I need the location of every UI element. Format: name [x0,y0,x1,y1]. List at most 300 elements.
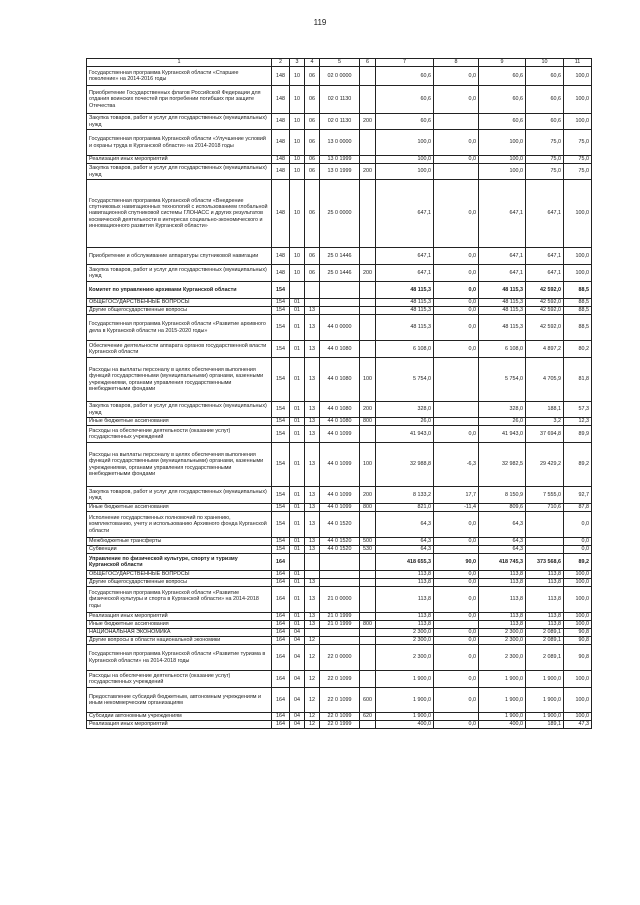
code-subsection: 06 [305,86,320,114]
code-expense-type [360,299,376,307]
amount-revised: 60,6 [479,86,526,114]
table-row [87,299,592,307]
percent-executed: 88,5 [564,315,592,341]
table-row [87,571,592,579]
percent-executed: 90,8 [564,629,592,637]
code-subsection: 13 [305,487,320,504]
table-row [87,637,592,645]
amount-change: 0,0 [434,67,479,86]
amount-executed: 7 555,0 [526,487,564,504]
code-target [320,637,360,645]
amount-change: 0,0 [434,645,479,671]
code-section: 10 [290,164,305,180]
amount-change: 0,0 [434,130,479,156]
code-target: 21 0 1999 [320,613,360,621]
code-section: 04 [290,629,305,637]
amount-revised: 2 300,0 [479,629,526,637]
code-section: 01 [290,299,305,307]
row-name: Государственная программа Курганской области «Развитие архивного дела в Курганской области на 2015-2020 годы» [87,315,272,341]
table-row [87,402,592,418]
amount-change: 0,0 [434,180,479,248]
code-subsection [305,571,320,579]
amount-approved: 100,0 [376,130,434,156]
amount-change: 0,0 [434,341,479,358]
code-expense-type: 200 [360,164,376,180]
code-expense-type: 200 [360,487,376,504]
amount-approved: 328,0 [376,402,434,418]
code-expense-type [360,571,376,579]
row-name: Государственная программа Курганской области «Улучшение условий и охраны труда в Курганской области» на 2014-2018 годы [87,130,272,156]
table-row [87,315,592,341]
percent-executed: 100,0 [564,86,592,114]
amount-approved: 26,0 [376,418,434,426]
code-subsection: 12 [305,637,320,645]
amount-revised: 100,0 [479,156,526,164]
row-name: Обеспечение деятельности аппарата органов государственной власти Курганской области [87,341,272,358]
code-target [320,554,360,571]
amount-executed: 60,6 [526,67,564,86]
amount-revised: 26,0 [479,418,526,426]
percent-executed: 100,0 [564,265,592,282]
amount-change: 0,0 [434,721,479,729]
code-target: 44 0 1080 [320,358,360,402]
amount-revised: 64,3 [479,546,526,554]
percent-executed: 100,0 [564,248,592,265]
amount-change: 90,0 [434,554,479,571]
code-ministry: 154 [272,443,290,487]
row-name: Другие вопросы в области национальной экономики [87,637,272,645]
code-target: 44 0 1520 [320,546,360,554]
amount-revised: 1 900,0 [479,688,526,713]
code-expense-type [360,554,376,571]
code-target: 02 0 0000 [320,67,360,86]
header-cell: 9 [479,59,526,67]
code-target: 22 0 0000 [320,645,360,671]
amount-revised: 41 943,0 [479,426,526,443]
code-expense-type [360,130,376,156]
amount-revised: 5 754,0 [479,358,526,402]
code-target: 44 0 1099 [320,487,360,504]
amount-revised: 48 115,3 [479,307,526,315]
code-expense-type [360,629,376,637]
amount-revised: 113,8 [479,571,526,579]
amount-approved: 48 115,3 [376,282,434,299]
code-section [290,554,305,571]
amount-approved: 113,8 [376,571,434,579]
code-expense-type [360,180,376,248]
table-row [87,621,592,629]
amount-approved: 647,1 [376,265,434,282]
code-expense-type: 100 [360,358,376,402]
amount-change: 0,0 [434,156,479,164]
amount-approved: 41 943,0 [376,426,434,443]
code-subsection: 13 [305,587,320,613]
code-subsection: 13 [305,613,320,621]
percent-executed: 100,0 [564,587,592,613]
amount-executed [526,512,564,538]
percent-executed: 100,0 [564,114,592,130]
code-section: 10 [290,265,305,282]
code-ministry: 164 [272,721,290,729]
code-expense-type: 600 [360,688,376,713]
amount-executed: 60,6 [526,114,564,130]
row-name: Закупка товаров, работ и услуг для государственных (муниципальных) нужд [87,114,272,130]
amount-change: 0,0 [434,426,479,443]
code-section: 01 [290,443,305,487]
header-cell: 1 [87,59,272,67]
code-ministry: 154 [272,546,290,554]
code-target: 22 0 1099 [320,671,360,688]
amount-executed: 710,6 [526,504,564,512]
code-section: 01 [290,613,305,621]
amount-executed: 42 592,0 [526,307,564,315]
amount-revised: 647,1 [479,265,526,282]
code-ministry: 154 [272,418,290,426]
amount-revised: 48 115,3 [479,299,526,307]
header-cell: 4 [305,59,320,67]
percent-executed: 0,0 [564,546,592,554]
percent-executed: 0,0 [564,538,592,546]
amount-approved: 113,8 [376,579,434,587]
code-section: 01 [290,504,305,512]
code-section: 10 [290,130,305,156]
header-cell: 5 [320,59,360,67]
code-section: 01 [290,571,305,579]
amount-change: 0,0 [434,307,479,315]
header-row [87,59,592,67]
percent-executed: 88,5 [564,307,592,315]
amount-executed: 113,8 [526,587,564,613]
row-name: Управление по физической культуре, спорту и туризму Курганской области [87,554,272,571]
amount-approved: 48 115,3 [376,315,434,341]
amount-change: -11,4 [434,504,479,512]
code-expense-type: 800 [360,504,376,512]
code-ministry: 154 [272,282,290,299]
row-name: Государственная программа Курганской области «Развитие физической культуры и спорта в Курганской области» на 2014-2018 годы [87,587,272,613]
amount-executed: 42 592,0 [526,315,564,341]
code-expense-type [360,341,376,358]
row-name: Субвенции [87,546,272,554]
row-name: Расходы на обеспечение деятельности (оказание услуг) государственных учреждений [87,426,272,443]
percent-executed: 100,0 [564,613,592,621]
code-expense-type [360,86,376,114]
amount-revised: 2 300,0 [479,637,526,645]
code-section: 01 [290,418,305,426]
header-cell: 7 [376,59,434,67]
code-subsection: 13 [305,621,320,629]
code-target [320,579,360,587]
amount-approved: 400,0 [376,721,434,729]
code-expense-type [360,156,376,164]
code-target: 25 0 1446 [320,265,360,282]
amount-approved: 418 655,3 [376,554,434,571]
amount-change: 0,0 [434,571,479,579]
amount-revised: 48 115,3 [479,282,526,299]
percent-executed: 90,8 [564,637,592,645]
amount-revised: 1 900,0 [479,713,526,721]
code-subsection: 06 [305,180,320,248]
code-subsection: 13 [305,426,320,443]
code-target: 13 0 1999 [320,156,360,164]
row-name: Приобретение Государственных флагов Российской Федерации для отдания воинских почестей при погребении погибших при защите Отечества [87,86,272,114]
percent-executed: 87,8 [564,504,592,512]
table-row [87,164,592,180]
percent-executed: 88,5 [564,282,592,299]
amount-approved: 48 115,3 [376,299,434,307]
table-row [87,579,592,587]
table-row [87,645,592,671]
amount-approved: 2 300,0 [376,637,434,645]
amount-revised: 64,3 [479,538,526,546]
amount-change: 0,0 [434,248,479,265]
row-name: НАЦИОНАЛЬНАЯ ЭКОНОМИКА [87,629,272,637]
amount-approved: 64,3 [376,512,434,538]
code-ministry: 148 [272,180,290,248]
table-row [87,487,592,504]
table-row [87,156,592,164]
code-expense-type: 200 [360,265,376,282]
percent-executed: 89,2 [564,443,592,487]
amount-change: 0,0 [434,579,479,587]
amount-executed: 647,1 [526,180,564,248]
code-expense-type [360,307,376,315]
code-target: 44 0 1099 [320,504,360,512]
amount-executed: 2 089,1 [526,645,564,671]
code-section: 01 [290,426,305,443]
row-name: Закупка товаров, работ и услуг для государственных (муниципальных) нужд [87,265,272,282]
amount-executed: 1 900,0 [526,713,564,721]
table-row [87,180,592,248]
row-name: Межбюджетные трансферты [87,538,272,546]
table-row [87,538,592,546]
amount-revised: 60,6 [479,114,526,130]
percent-executed: 100,0 [564,671,592,688]
amount-executed [526,546,564,554]
row-name: Предоставление субсидий бюджетным, автономным учреждениям и иным некоммерческим организациям [87,688,272,713]
row-name: Расходы на выплаты персоналу в целях обеспечения выполнения функций государственными (муниципальными) органами, казенными учреждениями, органами управления государственными внебюджетными фондами [87,443,272,487]
amount-approved: 1 900,0 [376,688,434,713]
code-section: 10 [290,86,305,114]
code-section: 01 [290,315,305,341]
amount-revised: 113,8 [479,587,526,613]
code-ministry: 154 [272,512,290,538]
amount-executed: 42 592,0 [526,282,564,299]
amount-revised: 2 300,0 [479,645,526,671]
code-target: 02 0 1130 [320,86,360,114]
code-ministry: 148 [272,114,290,130]
percent-executed: 75,0 [564,130,592,156]
code-expense-type [360,315,376,341]
code-expense-type [360,645,376,671]
code-ministry: 148 [272,86,290,114]
code-ministry: 148 [272,67,290,86]
amount-revised: 100,0 [479,130,526,156]
code-expense-type [360,587,376,613]
code-ministry: 164 [272,629,290,637]
amount-approved: 60,6 [376,114,434,130]
amount-change: 0,0 [434,538,479,546]
amount-executed: 75,0 [526,164,564,180]
percent-executed: 80,2 [564,341,592,358]
amount-executed: 647,1 [526,248,564,265]
amount-approved: 100,0 [376,156,434,164]
code-ministry: 154 [272,358,290,402]
row-name: Субсидии автономным учреждениям [87,713,272,721]
code-section: 01 [290,579,305,587]
code-ministry: 148 [272,265,290,282]
code-section: 01 [290,307,305,315]
code-ministry: 164 [272,579,290,587]
amount-revised: 6 108,0 [479,341,526,358]
code-subsection: 06 [305,156,320,164]
code-subsection: 13 [305,402,320,418]
code-expense-type [360,721,376,729]
row-name: Комитет по управлению архивами Курганской области [87,282,272,299]
code-target: 22 0 1099 [320,713,360,721]
code-ministry: 148 [272,248,290,265]
code-expense-type: 800 [360,418,376,426]
row-name: Закупка товаров, работ и услуг для государственных (муниципальных) нужд [87,164,272,180]
code-section: 01 [290,487,305,504]
amount-change [434,546,479,554]
code-ministry: 148 [272,164,290,180]
code-target: 22 0 1099 [320,688,360,713]
code-target [320,307,360,315]
amount-revised: 60,6 [479,67,526,86]
amount-executed: 1 900,0 [526,671,564,688]
table-row [87,721,592,729]
row-name: Реализация иных мероприятий [87,156,272,164]
code-expense-type: 530 [360,546,376,554]
code-subsection: 13 [305,307,320,315]
amount-change: 0,0 [434,86,479,114]
amount-approved: 647,1 [376,248,434,265]
row-name: Исполнение государственных полномочий по хранению, комплектованию, учету и использованию Архивного фонда Курганской области [87,512,272,538]
percent-executed: 75,0 [564,156,592,164]
code-subsection: 12 [305,671,320,688]
code-subsection: 13 [305,341,320,358]
amount-approved: 60,6 [376,67,434,86]
amount-approved: 48 115,3 [376,307,434,315]
code-expense-type [360,671,376,688]
table-row [87,341,592,358]
code-subsection: 06 [305,265,320,282]
percent-executed: 47,3 [564,721,592,729]
code-section: 04 [290,713,305,721]
code-ministry: 154 [272,307,290,315]
page-number: 119 [313,18,327,27]
amount-executed: 113,8 [526,571,564,579]
amount-change: 0,0 [434,629,479,637]
table-row [87,713,592,721]
code-section: 10 [290,114,305,130]
code-target: 44 0 1099 [320,426,360,443]
amount-executed: 2 089,1 [526,629,564,637]
percent-executed: 92,7 [564,487,592,504]
row-name: Расходы на выплаты персоналу в целях обеспечения выполнения функций государственными (муниципальными) органами, казенными учреждениями, органами управления государственными внебюджетными фондами [87,358,272,402]
code-ministry: 164 [272,621,290,629]
code-subsection: 12 [305,713,320,721]
code-subsection [305,299,320,307]
code-subsection: 12 [305,645,320,671]
table-row [87,130,592,156]
table-row [87,426,592,443]
code-subsection: 13 [305,315,320,341]
code-subsection: 13 [305,579,320,587]
code-expense-type [360,579,376,587]
amount-revised: 100,0 [479,164,526,180]
amount-executed: 75,0 [526,156,564,164]
code-section: 01 [290,512,305,538]
code-subsection: 13 [305,443,320,487]
code-ministry: 164 [272,713,290,721]
percent-executed: 100,0 [564,688,592,713]
row-name: Государственная программа Курганской области «Развитие туризма в Курганской области» на 2014-2018 годы [87,645,272,671]
code-target: 21 0 1999 [320,621,360,629]
amount-approved: 1 900,0 [376,671,434,688]
amount-executed: 42 592,0 [526,299,564,307]
code-subsection: 06 [305,67,320,86]
amount-approved: 821,0 [376,504,434,512]
amount-approved: 2 300,0 [376,629,434,637]
percent-executed: 100,0 [564,571,592,579]
code-expense-type: 100 [360,443,376,487]
amount-approved: 2 300,0 [376,645,434,671]
amount-change: 0,0 [434,671,479,688]
code-ministry: 148 [272,156,290,164]
percent-executed: 89,9 [564,426,592,443]
code-target: 25 0 1446 [320,248,360,265]
code-target: 25 0 0000 [320,180,360,248]
amount-executed: 3,2 [526,418,564,426]
code-subsection: 12 [305,688,320,713]
code-subsection: 13 [305,546,320,554]
code-subsection [305,554,320,571]
code-section: 01 [290,538,305,546]
code-expense-type [360,248,376,265]
code-ministry: 154 [272,487,290,504]
amount-revised: 113,8 [479,579,526,587]
code-ministry: 154 [272,299,290,307]
percent-executed: 12,3 [564,418,592,426]
amount-executed: 2 089,1 [526,637,564,645]
amount-executed: 75,0 [526,130,564,156]
percent-executed: 75,0 [564,164,592,180]
code-expense-type [360,426,376,443]
amount-change: 0,0 [434,512,479,538]
table-row [87,587,592,613]
code-target [320,299,360,307]
amount-executed: 37 694,8 [526,426,564,443]
amount-revised: 113,8 [479,613,526,621]
row-name: Государственная программа Курганской области «Старшее поколение» на 2014-2016 годы [87,67,272,86]
amount-change [434,621,479,629]
code-subsection: 13 [305,504,320,512]
amount-approved: 113,8 [376,613,434,621]
percent-executed: 88,5 [564,299,592,307]
code-target: 13 0 0000 [320,130,360,156]
code-subsection: 13 [305,418,320,426]
amount-executed: 1 900,0 [526,688,564,713]
code-ministry: 154 [272,341,290,358]
code-expense-type: 200 [360,402,376,418]
code-section: 01 [290,546,305,554]
code-subsection: 13 [305,512,320,538]
code-section: 04 [290,671,305,688]
code-section: 10 [290,180,305,248]
amount-change: 0,0 [434,265,479,282]
code-target: 44 0 1520 [320,512,360,538]
